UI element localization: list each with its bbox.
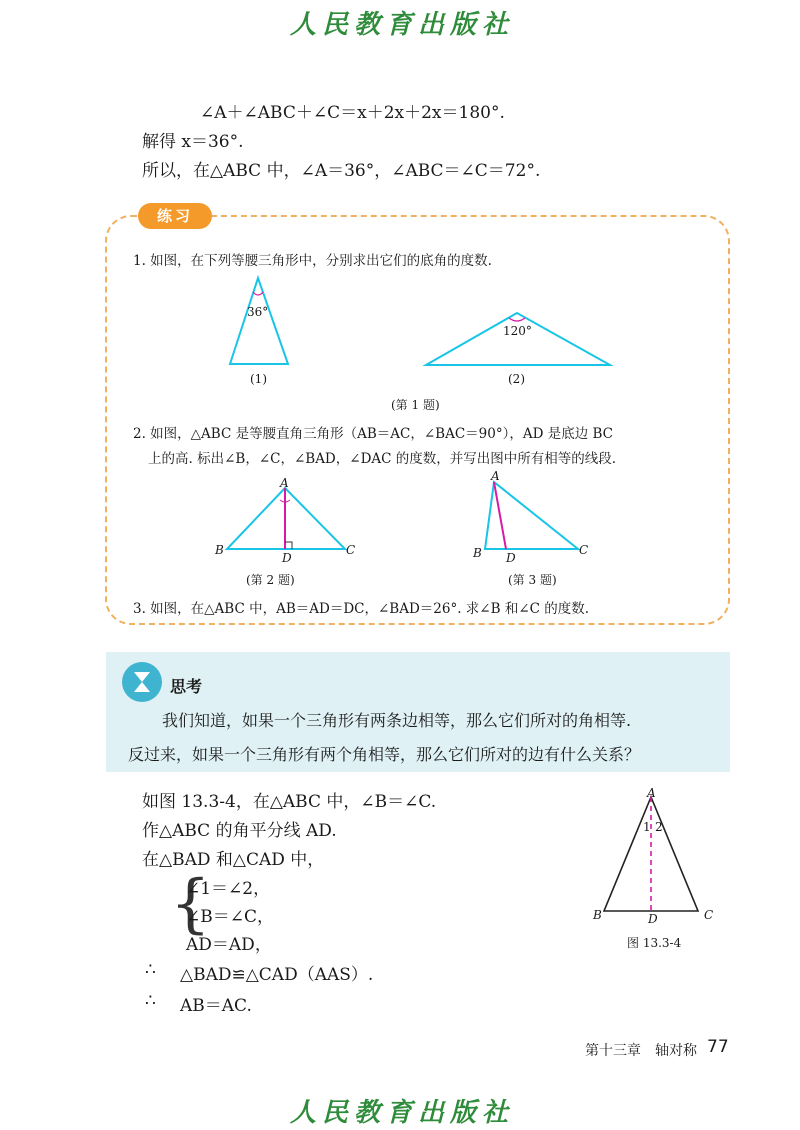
q3-label-a: A: [491, 469, 500, 483]
angle-arc: [509, 318, 525, 321]
q1-caption: (第 1 题): [391, 398, 440, 412]
proof-line2: 作△ABC 的角平分线 AD.: [142, 821, 337, 841]
chapter-footer: 第十三章 轴对称: [585, 1043, 697, 1059]
hourglass-icon: [122, 662, 162, 702]
fig-label-d: D: [648, 912, 658, 926]
proof-conclusion1: △BAD≌△CAD（AAS）.: [180, 965, 374, 985]
page-number: 77: [707, 1037, 729, 1057]
segment-ad: [494, 482, 506, 549]
q2-label-d: D: [282, 551, 292, 565]
fig2-angle-label: 120°: [503, 324, 532, 338]
proof-case2: ∠B＝∠C，: [186, 907, 274, 927]
q2-label-a: A: [280, 476, 289, 490]
q2-label-b: B: [215, 543, 224, 557]
triangle-abc: [485, 482, 578, 549]
proof-conclusion2: AB＝AC.: [180, 996, 252, 1016]
think-line1: 我们知道，如果一个三角形有两条边相等，那么它们所对的角相等.: [162, 711, 632, 730]
proof-case3: AD＝AD，: [186, 935, 272, 955]
proof-case1: ∠1＝∠2，: [186, 879, 271, 899]
conclusion-line: 所以，在△ABC 中，∠A＝36°，∠ABC＝∠C＝72°.: [142, 161, 541, 181]
think-icon: [122, 662, 162, 702]
exercise-box: [105, 215, 730, 625]
right-angle-mark: [285, 542, 292, 549]
therefore-symbol: ∴: [145, 991, 156, 1011]
q2-caption: (第 2 题): [246, 573, 295, 587]
think-line2: 反过来，如果一个三角形有两个角相等，那么它们所对的边有什么关系？: [128, 745, 641, 764]
fig-label-a: A: [647, 786, 656, 800]
q3-label-c: C: [579, 543, 589, 557]
publisher-watermark-top: 人民教育出版社: [290, 10, 515, 40]
q3-label-b: B: [473, 546, 482, 560]
fig1-caption: (1): [250, 372, 267, 386]
therefore-symbol: ∴: [145, 960, 156, 980]
figure-caption: 图 13.3-4: [627, 936, 682, 950]
equation-line: ∠A＋∠ABC＋∠C＝x＋2x＋2x＝180°.: [200, 103, 505, 123]
fig2-caption: (2): [508, 372, 525, 386]
fig-label-c: C: [704, 908, 714, 922]
angle-arc: [253, 292, 263, 295]
figure-13-3-4: [595, 785, 715, 925]
think-title: 思考: [170, 677, 203, 696]
triangle-36: [230, 278, 288, 364]
q3-caption: (第 3 题): [508, 573, 557, 587]
figure-q1-2: [420, 305, 620, 375]
figure-q1-1: [220, 272, 300, 372]
exercise-q3: 3. 如图，在△ABC 中，AB＝AD＝DC，∠BAD＝26°. 求∠B 和∠C 的度数.: [133, 601, 590, 617]
solve-line: 解得 x＝36°.: [142, 132, 244, 152]
fig-label-1: 1: [643, 820, 651, 834]
case-brace: {: [170, 867, 211, 941]
fig1-angle-label: 36°: [247, 305, 269, 319]
exercise-q2-line2: 上的高. 标出∠B，∠C，∠BAD，∠DAC 的度数，并写出图中所有相等的线段.: [148, 451, 617, 467]
exercise-q1: 1. 如图，在下列等腰三角形中，分别求出它们的底角的度数.: [133, 253, 492, 269]
proof-line3: 在△BAD 和△CAD 中，: [142, 850, 325, 870]
fig-label-b: B: [593, 908, 602, 922]
q3-label-d: D: [506, 551, 516, 565]
fig-label-2: 2: [655, 820, 663, 834]
q2-label-c: C: [346, 543, 356, 557]
proof-line1: 如图 13.3-4，在△ABC 中，∠B＝∠C.: [142, 792, 437, 812]
publisher-watermark-bottom: 人民教育出版社: [290, 1098, 515, 1128]
exercise-q2-line1: 2. 如图，△ABC 是等腰直角三角形（AB＝AC，∠BAC＝90°），AD 是底边 BC: [133, 426, 613, 442]
exercise-tag: 练习: [138, 203, 212, 229]
